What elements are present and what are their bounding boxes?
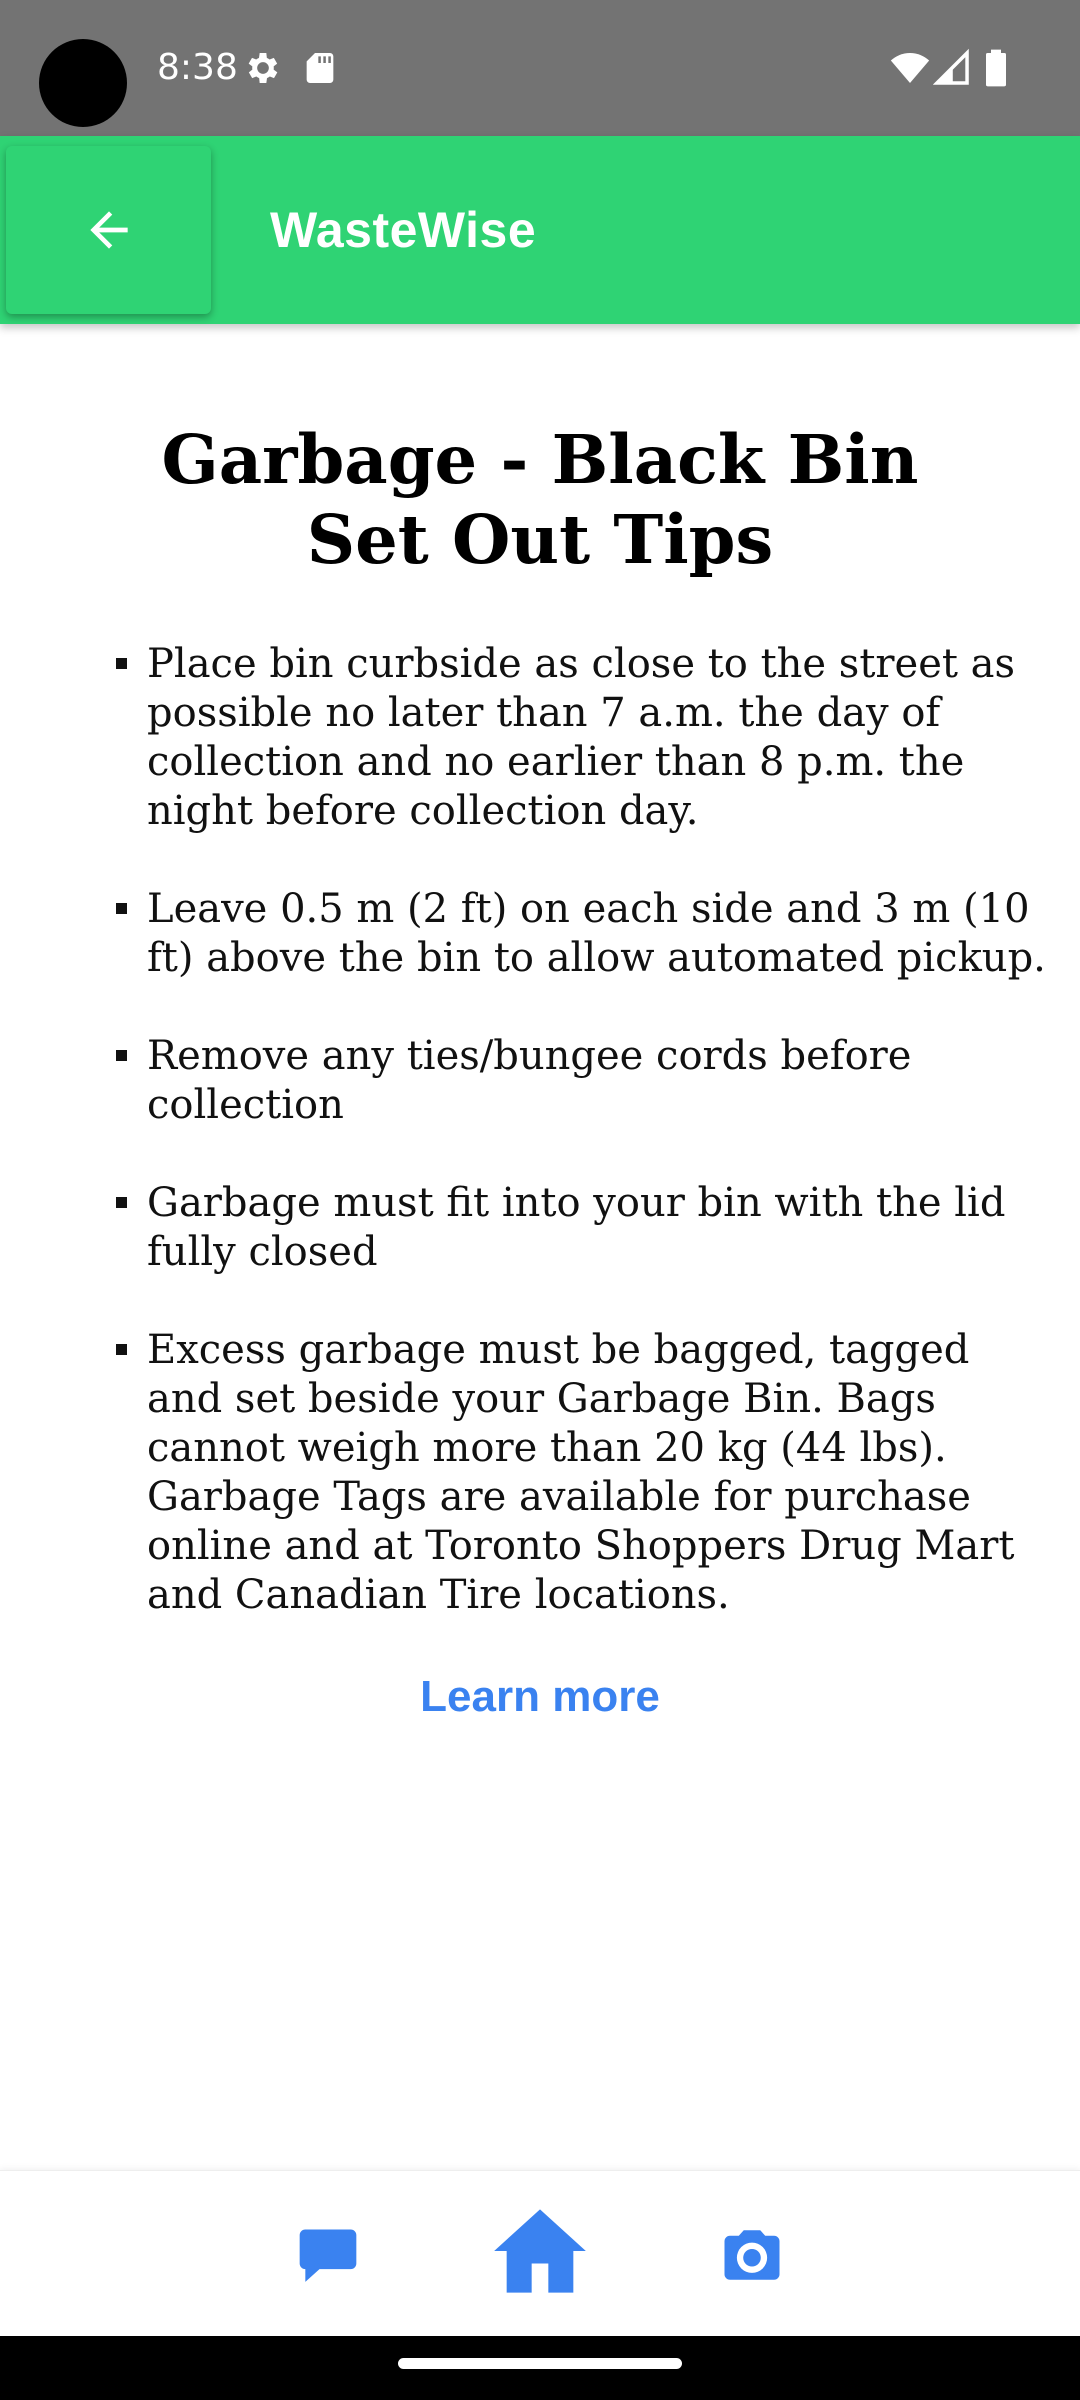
bullet-icon bbox=[116, 1197, 127, 1208]
app-title: WasteWise bbox=[270, 202, 537, 258]
system-nav-bar bbox=[0, 2336, 1080, 2400]
tip-text: Garbage must fit into your bin with the lid fully closed bbox=[147, 1180, 1006, 1275]
tip-text: Remove any ties/bungee cords before collection bbox=[147, 1033, 912, 1128]
bullet-icon bbox=[116, 1344, 127, 1355]
status-bar bbox=[0, 0, 1080, 136]
list-item bbox=[147, 1326, 1056, 1620]
bottom-nav bbox=[0, 2170, 1080, 2337]
page-title: Garbage - Black Bin Set Out Tips bbox=[161, 420, 919, 579]
list-item bbox=[147, 1032, 1056, 1130]
tip-text: Excess garbage must be bagged, tagged and set beside your Garbage Bin. Bags cannot weigh more than 20 kg (44 lbs). Garbage Tags are available for purchase online and at Toronto Shoppers Drug Mart and Canadian Tire locations. bbox=[147, 1327, 1015, 1618]
learn-more-link[interactable]: Learn more bbox=[420, 1672, 660, 1721]
content bbox=[0, 324, 1080, 1725]
arrow-back-icon bbox=[81, 202, 137, 258]
home-icon bbox=[488, 2201, 592, 2301]
bullet-icon bbox=[116, 1050, 127, 1061]
tip-text: Place bin curbside as close to the street as possible no later than 7 a.m. the day of collection and no earlier than 8 p.m. the night before collection day. bbox=[147, 641, 1016, 834]
status-time: 8:38 bbox=[157, 47, 238, 88]
home-gesture-pill[interactable] bbox=[398, 2358, 682, 2369]
settings-icon bbox=[243, 48, 283, 88]
app-bar bbox=[0, 136, 1080, 324]
list-item bbox=[147, 885, 1056, 983]
tip-text: Leave 0.5 m (2 ft) on each side and 3 m (10 ft) above the bin to allow automated pickup. bbox=[147, 886, 1046, 981]
nav-camera-button[interactable] bbox=[712, 2219, 792, 2291]
nav-chat-button[interactable] bbox=[288, 2217, 368, 2293]
chat-icon bbox=[294, 2221, 362, 2289]
sd-card-icon bbox=[300, 48, 340, 88]
bullet-icon bbox=[116, 903, 127, 914]
back-button[interactable] bbox=[6, 146, 211, 314]
list-item bbox=[147, 640, 1056, 836]
battery-icon bbox=[982, 48, 1010, 88]
signal-icon bbox=[933, 48, 971, 88]
bullet-icon bbox=[116, 658, 127, 669]
list-item bbox=[147, 1179, 1056, 1277]
camera-icon bbox=[719, 2222, 785, 2288]
tips-list bbox=[0, 640, 1080, 1620]
camera-cutout bbox=[39, 39, 127, 127]
wifi-icon bbox=[889, 48, 931, 88]
nav-home-button[interactable] bbox=[488, 2201, 592, 2301]
